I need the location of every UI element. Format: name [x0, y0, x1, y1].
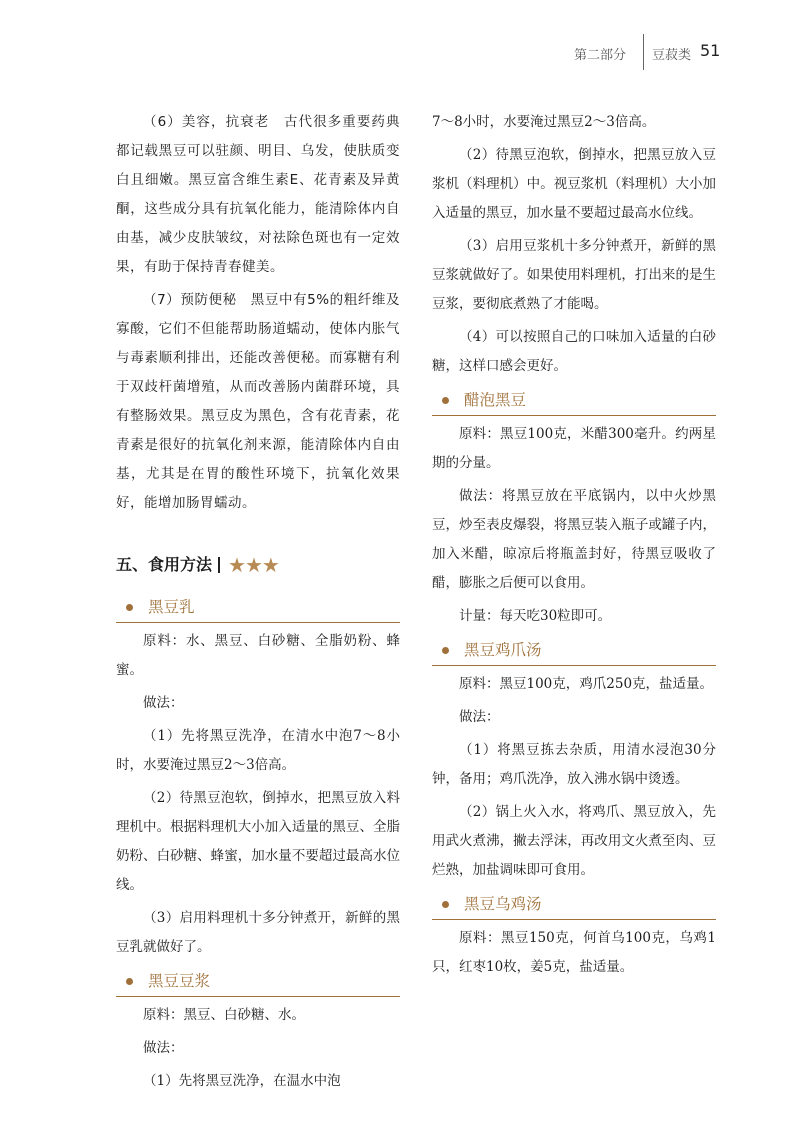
recipe-step: （2）待黑豆泡软，倒掉水，把黑豆放入料理机中。根据料理机大小加入适量的黑豆、全脂奶粉、白砂糖、蜂蜜，加水量不要超过最高水位线。 [116, 790, 400, 893]
recipe-ingredients: 原料：黑豆150克，何首乌100克，乌鸡1只，红枣10枚，姜5克，盐适量。 [432, 930, 716, 975]
recipe-ingredients: 原料：黑豆100克，鸡爪250克，盐适量。 [459, 676, 714, 692]
running-header [0, 0, 800, 80]
recipe-step: （4）可以按照自己的口味加入适量的白砂糖，这样口感会更好。 [432, 329, 716, 374]
running-header-category: 豆菽类 [652, 48, 692, 63]
recipe-ingredients-text: 原料：水、黑豆、白砂糖、全脂奶粉、蜂蜜。 [116, 633, 400, 678]
recipe-method-label: 做法： [143, 695, 184, 711]
paragraph-beauty-title: （6）美容，抗衰老 [143, 114, 270, 130]
paragraph-constipation-body: 黑豆中有5%的粗纤维及寡酸，它们不但能帮助肠道蠕动，使体内胀气与毒素顺利排出，还能改善便秘。而寡糖有利于双歧杆菌增殖，从而改善肠内菌群环境，具有整肠效果。黑豆皮为黑色，含有花青素，花青素是很好的抗氧化剂来源，能清除体内自由基，尤其是在胃的酸性环境下，抗氧化效果好，能增加肠胃蠕动。 [116, 292, 400, 511]
recipe-step: （1）先将黑豆洗净，在温水中泡 [143, 1073, 341, 1089]
recipe-title-vinegar-black-beans: 醋泡黑豆 [432, 385, 716, 416]
page-number: 51 [700, 41, 721, 60]
recipe-step: （1）先将黑豆洗净，在清水中泡7～8小时，水要淹过黑豆2～3倍高。 [116, 728, 400, 773]
paragraph-constipation [116, 286, 400, 518]
recipe-title-black-soybean-milk: 黑豆豆浆 [116, 966, 400, 997]
recipe-step: （3）启用料理机十多分钟煮开，新鲜的黑豆乳就做好了。 [116, 910, 400, 955]
paragraph-constipation-title: （7）预防便秘 [143, 292, 237, 308]
left-column [116, 108, 400, 1100]
section-divider [218, 557, 220, 573]
recipe-dosage: 计量：每天吃30粒即可。 [459, 608, 612, 624]
paragraph-beauty-body: 古代很多重要药典都记载黑豆可以驻颜、明目、乌发，使肤质变白且细嫩。黑豆富含维生素E、花青素及异黄酮，这些成分具有抗氧化能力，能清除体内自由基，减少皮肤皱纹，对祛除色斑也有一定效果，有助于保持青春健美。 [116, 114, 401, 275]
recipe-step: （1）将黑豆拣去杂质，用清水浸泡30分钟，备用；鸡爪洗净，放入沸水锅中烫透。 [432, 742, 716, 787]
header-divider [643, 34, 644, 70]
recipe-ingredients: 原料：黑豆、白砂糖、水。 [143, 1007, 305, 1023]
recipe-title-chicken-feet-soup: 黑豆鸡爪汤 [432, 635, 716, 666]
recipe-step: （2）锅上火入水，将鸡爪、黑豆放入，先用武火煮沸，撇去浮沫，再改用文火煮至肉、豆烂熟，加盐调味即可食用。 [432, 804, 716, 878]
section-heading [116, 548, 400, 582]
recipe-step-continued: 7～8小时，水要淹过黑豆2～3倍高。 [432, 114, 656, 130]
recipe-title-black-chicken-soup: 黑豆乌鸡汤 [432, 889, 716, 920]
recipe-ingredients [116, 627, 400, 685]
paragraph-beauty [116, 108, 400, 282]
recipe-step: （3）启用豆浆机十多分钟煮开，新鲜的黑豆浆就做好了。如果使用料理机，打出来的是生豆浆，要彻底煮熟了才能喝。 [432, 238, 716, 312]
recipe-step: （2）待黑豆泡软，倒掉水，把黑豆放入豆浆机（料理机）中。视豆浆机（料理机）大小加入适量的黑豆，加水量不要超过最高水位线。 [432, 147, 716, 221]
recipe-ingredients: 原料：黑豆100克，米醋300毫升。约两星期的分量。 [432, 426, 716, 471]
recipe-title-black-soy-milk: 黑豆乳 [116, 592, 400, 623]
recipe-method-label: 做法： [143, 1040, 184, 1056]
recipe-method-label: 做法： [459, 709, 500, 725]
running-header-section: 第二部分 [574, 48, 627, 63]
recipe-method: 做法：将黑豆放在平底锅内，以中火炒黑豆，炒至表皮爆裂，将黑豆装入瓶子或罐子内，加入米醋，晾凉后将瓶盖封好，待黑豆吸收了醋，膨胀之后便可以食用。 [432, 488, 716, 591]
star-rating-icon: ★★★ [228, 553, 279, 577]
section-title: 五、食用方法 [116, 555, 213, 574]
right-column [432, 108, 716, 986]
